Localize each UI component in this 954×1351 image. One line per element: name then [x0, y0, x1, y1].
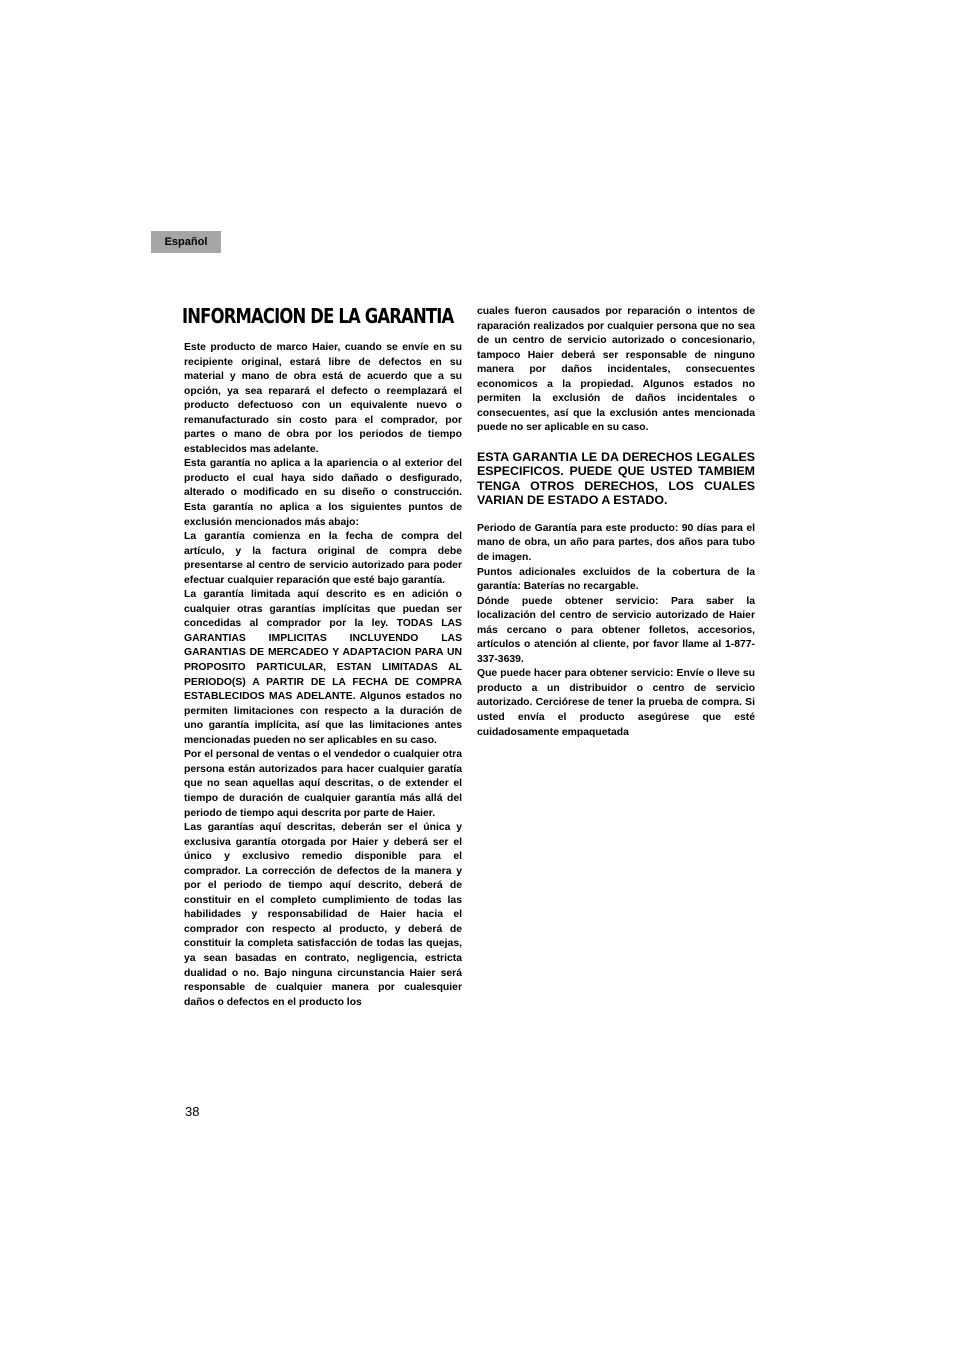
warranty-paragraph-4: La garantía limitada aquí descrito es en adición o cualquier otras garantías implícitas que puedan ser concedidas al comprador por la ley. TODAS LAS GARANTIAS IMPLICITAS INCLUYENDO LAS GARANTIAS DE MERCADEO Y ADAPTACION PARA UN PROPOSITO PARTICULAR, ESTAN LIMITADAS AL PERIODO(S) A PARTIR DE LA FECHA DE COMPRA ESTABLECIDOS MAS ADELANTE. Algunos estados no permiten limitaciones con respecto a la duración de uno garantía implícita, así que las limitaciones antes mencionadas pueden no ser aplicables en su caso. — [184, 589, 462, 746]
warranty-paragraph-1: Este producto de marco Haier, cuando se envíe en su recipiente original, estará libre de defectos en su material y mano de obra está de acuerdo que a su opción, ya sea reparará el defecto o reemplazará el producto defectuoso con un equivalente nuevo o remanufacturado sin costo para el comprador, por partes o mano de obra por los periodos de tiempo establecidos mas adelante. — [184, 342, 462, 455]
right-column — [477, 305, 755, 740]
legal-rights-notice: ESTA GARANTIA LE DA DERECHOS LEGALES ESPECIFICOS. PUEDE QUE USTED TAMBIEM TENGA OTROS DERECHOS, LOS CUALES VARIAN DE ESTADO A ESTADO. — [477, 449, 755, 508]
additional-exclusions: Puntos adicionales excluidos de la cobertura de la garantía: Baterías no recargable. — [477, 566, 755, 593]
warranty-paragraph-5: Por el personal de ventas o el vendedor o cualquier otra persona están autorizados para hacer cualquier garatía que no sean aquellas aquí descritas, o de extender el tiempo de duración de cualquier garantía más allá del periodo de tiempo aqui descrita por parte de Haier. — [184, 749, 462, 819]
how-to-get-service: Que puede hacer para obtener servicio: Envíe o lleve su producto a un distribuidor o centro de servicio autorizado. Cerciórese de tener la prueba de compra. Si usted envía el producto asegúrese que esté cuidadosamente empaquetada — [477, 668, 755, 738]
page-number: 38 — [185, 1104, 200, 1119]
warranty-paragraph-6: Las garantías aquí descritas, deberán ser el única y exclusiva garantía otorgada por Haier y deberá ser el único y exclusivo remedio disponible para el comprador. La corrección de defectos de la manera y por el periodo de tiempo aquí descrito, deberá de constituir en el completo cumplimiento de todas las habilidades y responsabilidad de Haier hacia el comprador con respecto al producto, y deberá de constituir la completa satisfacción de todas las quejas, ya sean basadas en contrato, negligencia, estricta dualidad o no. Bajo ninguna circunstancia Haier será responsable de cualquier manera por cualesquier daños o defectos en el producto los — [184, 822, 462, 1008]
warranty-period: Periodo de Garantía para este producto: 90 días para el mano de obra, un año para partes, dos años para tubo de imagen. — [477, 522, 755, 564]
where-to-get-service: Dónde puede obtener servicio: Para saber la localización del centro de servicio autorizado de Haier más cercano o para obtener folletos, accesorios, artículos o atención al cliente, por favor llame al 1-877-337-3639. — [477, 595, 755, 665]
warranty-paragraph-2: Esta garantía no aplica a la apariencia o al exterior del producto el cual haya sido dañado o desfigurado, alterado o modificado en su diseño o construcción. Esta garantía no aplica a los siguientes puntos de exclusión mencionados más abajo: — [184, 458, 462, 528]
left-column — [184, 341, 462, 1010]
page-title: INFORMACION DE LA GARANTIA — [182, 304, 454, 328]
warranty-paragraph-3: La garantía comienza en la fecha de compra del artículo, y la factura original de compra debe presentarse al centro de servicio autorizado para poder efectuar cualquier reparación que esté bajo garantía. — [184, 531, 462, 586]
language-tab: Español — [151, 231, 221, 253]
warranty-paragraph-7: cuales fueron causados por reparación o intentos de raparación realizados por cualquier persona que no sea de un centro de servicio autorizado o concesionario, tampoco Haier deberá ser responsable de ninguno manera por daños incidentales, consecuentes economicos a la propiedad. Algunos estados no permiten la exclusión de daños incidentales o consecuentes, así que la exclusión antes mencionada puede no ser aplicable en su caso. — [477, 306, 755, 434]
